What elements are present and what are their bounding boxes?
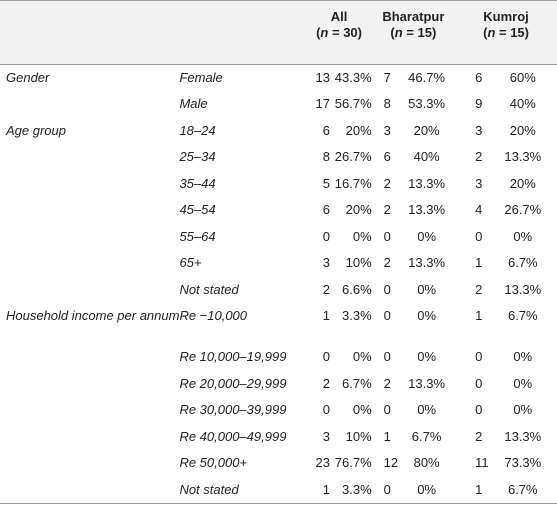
subcategory-cell: Male: [179, 96, 208, 111]
subcategory-cell: 65+: [179, 255, 202, 270]
all-count-cell: 5: [322, 175, 330, 191]
kumroj-percent-cell: 6.7%: [507, 308, 538, 323]
table-row: [0, 144, 557, 171]
bharatpur-count-cell: 12: [383, 455, 399, 470]
bharatpur-count-cell: 2: [383, 375, 391, 391]
header-bharatpur-name: Bharatpur: [382, 9, 445, 24]
all-count-cell: 3: [322, 255, 330, 270]
subcategory-cell: Not stated: [179, 477, 306, 504]
category-cell: [0, 450, 179, 477]
all-percent-cell: 0%: [352, 349, 372, 364]
kumroj-count-cell: 1: [475, 255, 483, 270]
kumroj-percent-cell: 26.7%: [504, 202, 542, 217]
bharatpur-count-cell: 2: [383, 202, 391, 217]
all-count-cell: 0: [322, 228, 330, 244]
bharatpur-percent-cell: 80%: [413, 455, 440, 470]
bharatpur-percent-cell: 0%: [417, 402, 437, 417]
kumroj-count-cell: 3: [475, 122, 483, 138]
table-header: [0, 1, 557, 65]
header-all: [306, 1, 371, 65]
category-cell: Household income per annum: [6, 308, 180, 323]
table-row: [0, 303, 557, 344]
kumroj-percent-cell: 0%: [513, 349, 533, 364]
subcategory-cell: Re −10,000: [179, 308, 248, 323]
kumroj-count-cell: 0: [475, 375, 483, 391]
kumroj-count-cell: 2: [475, 428, 483, 444]
category-cell: [0, 371, 179, 398]
kumroj-percent-cell: 20%: [509, 175, 536, 191]
all-count-cell: 1: [306, 477, 330, 504]
kumroj-percent-cell: 0%: [513, 228, 533, 244]
bharatpur-count-cell: 8: [383, 96, 391, 111]
table-row: [0, 450, 557, 477]
bharatpur-count-cell: 6: [383, 149, 391, 164]
kumroj-count-cell: 9: [475, 96, 483, 111]
all-count-cell: 13: [315, 70, 330, 85]
bharatpur-count-cell: 0: [383, 228, 391, 244]
all-percent-cell: 43.3%: [334, 70, 372, 85]
category-cell: [0, 197, 179, 224]
kumroj-percent-cell: 20%: [509, 122, 536, 138]
bharatpur-percent-cell: 40%: [413, 149, 440, 164]
category-cell: [0, 477, 179, 504]
kumroj-count-cell: 4: [475, 202, 483, 217]
kumroj-count-cell: 1: [475, 308, 483, 323]
subcategory-cell: 55–64: [179, 228, 216, 244]
category-cell: [0, 171, 179, 198]
bharatpur-percent-cell: 6.7%: [411, 428, 442, 444]
all-percent-cell: 20%: [345, 122, 372, 138]
category-cell: Gender: [6, 70, 50, 85]
bharatpur-count-cell: 1: [383, 428, 391, 444]
all-percent-cell: 0%: [352, 228, 372, 244]
kumroj-percent-cell: 60%: [509, 70, 536, 85]
subcategory-cell: 18–24: [179, 122, 216, 138]
kumroj-percent-cell: 73.3%: [504, 455, 542, 470]
subcategory-cell: Re 30,000–39,999: [179, 402, 287, 417]
kumroj-percent-cell: 6.7%: [489, 477, 557, 504]
category-cell: [0, 424, 179, 451]
all-count-cell: 2: [322, 281, 330, 297]
bharatpur-percent-cell: 13.3%: [408, 375, 446, 391]
category-cell: [0, 277, 179, 304]
bharatpur-percent-cell: 0%: [417, 349, 437, 364]
header-kumroj-count-n: n: [487, 25, 496, 40]
category-cell: [0, 91, 179, 118]
header-all-count-prefix: (: [316, 25, 321, 40]
bharatpur-count-cell: 7: [383, 70, 391, 85]
subcategory-cell: Female: [179, 70, 223, 85]
header-bharatpur-count-n: n: [394, 25, 403, 40]
kumroj-count-cell: 1: [455, 477, 489, 504]
all-percent-cell: 10%: [345, 255, 372, 270]
category-cell: Age group: [6, 122, 66, 138]
table-row: [0, 91, 557, 118]
header-bharatpur-count-prefix: (: [390, 25, 395, 40]
kumroj-percent-cell: 13.3%: [504, 428, 542, 444]
bharatpur-count-cell: 2: [383, 255, 391, 270]
bharatpur-count-cell: 0: [383, 402, 391, 417]
subcategory-cell: 45–54: [179, 202, 216, 217]
bharatpur-percent-cell: 46.7%: [408, 70, 446, 85]
all-count-cell: 23: [315, 455, 330, 470]
all-count-cell: 0: [322, 402, 330, 417]
header-all-name: All: [330, 9, 348, 24]
header-kumroj-count-prefix: (: [483, 25, 488, 40]
table-body: [0, 65, 557, 504]
subcategory-cell: Not stated: [179, 281, 239, 297]
table-row: [0, 477, 557, 504]
header-bharatpur: [372, 1, 455, 65]
category-cell: [0, 344, 179, 371]
bharatpur-percent-cell: 0%: [417, 308, 437, 323]
all-percent-cell: 6.7%: [342, 375, 372, 391]
header-kumroj-name: Kumroj: [483, 9, 529, 24]
all-percent-cell: 56.7%: [334, 96, 372, 111]
all-count-cell: 6: [322, 122, 330, 138]
subcategory-cell: Re 10,000–19,999: [179, 349, 287, 364]
table-row: [0, 371, 557, 398]
bharatpur-count-cell: 0: [372, 477, 398, 504]
subcategory-cell: 25–34: [179, 149, 216, 164]
kumroj-percent-cell: 13.3%: [504, 149, 542, 164]
header-kumroj: [455, 1, 557, 65]
kumroj-count-cell: 6: [475, 70, 483, 85]
category-cell: [0, 224, 179, 251]
table-row: [0, 171, 557, 198]
kumroj-count-cell: 0: [475, 349, 483, 364]
bharatpur-count-cell: 2: [383, 175, 391, 191]
table-row: [0, 277, 557, 304]
all-count-cell: 1: [322, 308, 330, 323]
kumroj-count-cell: 0: [475, 228, 483, 244]
category-cell: [0, 250, 179, 277]
header-all-count-suffix: = 30): [328, 25, 362, 40]
header-row: [0, 1, 557, 65]
bharatpur-percent-cell: 53.3%: [408, 96, 446, 111]
header-bharatpur-count: [372, 25, 455, 41]
bharatpur-percent-cell: 20%: [413, 122, 440, 138]
table-row: [0, 250, 557, 277]
all-percent-cell: 0%: [352, 402, 372, 417]
bharatpur-percent-cell: 0%: [398, 477, 455, 504]
all-percent-cell: 20%: [345, 202, 372, 217]
all-count-cell: 3: [322, 428, 330, 444]
table-row: [0, 118, 557, 145]
table-row: [0, 424, 557, 451]
table-row: [0, 197, 557, 224]
header-bharatpur-count-suffix: = 15): [402, 25, 437, 40]
table-row: [0, 397, 557, 424]
subcategory-cell: Re 20,000–29,999: [179, 375, 287, 391]
category-cell: [0, 144, 179, 171]
bharatpur-percent-cell: 13.3%: [408, 202, 446, 217]
kumroj-percent-cell: 6.7%: [507, 255, 538, 270]
header-kumroj-count: [455, 25, 557, 41]
table-row: [0, 224, 557, 251]
all-count-cell: 17: [315, 96, 330, 111]
header-kumroj-count-suffix: = 15): [495, 25, 529, 40]
kumroj-percent-cell: 0%: [513, 402, 533, 417]
bharatpur-percent-cell: 13.3%: [408, 255, 446, 270]
subcategory-cell: 35–44: [179, 175, 216, 191]
kumroj-percent-cell: 40%: [509, 96, 536, 111]
kumroj-percent-cell: 13.3%: [504, 281, 542, 297]
kumroj-count-cell: 11: [475, 455, 489, 470]
bharatpur-count-cell: 0: [383, 308, 391, 323]
kumroj-count-cell: 2: [475, 149, 483, 164]
table-row: [0, 65, 557, 92]
bharatpur-percent-cell: 0%: [417, 281, 437, 297]
bharatpur-count-cell: 0: [383, 349, 391, 364]
kumroj-percent-cell: 0%: [513, 375, 533, 391]
all-count-cell: 0: [322, 349, 330, 364]
kumroj-count-cell: 0: [475, 402, 483, 417]
all-percent-cell: 6.6%: [342, 281, 372, 297]
subcategory-cell: Re 50,000+: [179, 455, 248, 470]
all-percent-cell: 3.3%: [330, 477, 372, 504]
bharatpur-count-cell: 3: [383, 122, 391, 138]
header-all-count: [306, 25, 371, 41]
all-percent-cell: 16.7%: [334, 175, 372, 191]
bharatpur-percent-cell: 0%: [417, 228, 437, 244]
header-blank: [0, 1, 306, 65]
bharatpur-percent-cell: 13.3%: [408, 175, 446, 191]
all-count-cell: 2: [322, 375, 330, 391]
all-percent-cell: 76.7%: [334, 455, 372, 470]
all-count-cell: 8: [322, 149, 330, 164]
all-count-cell: 6: [322, 202, 330, 217]
category-cell: [0, 397, 179, 424]
table-row: [0, 344, 557, 371]
all-percent-cell: 26.7%: [334, 149, 372, 164]
kumroj-count-cell: 2: [475, 281, 483, 297]
kumroj-count-cell: 3: [475, 175, 483, 191]
header-all-count-n: n: [320, 25, 329, 40]
subcategory-cell: Re 40,000–49,999: [179, 428, 287, 444]
bharatpur-count-cell: 0: [383, 281, 391, 297]
all-percent-cell: 10%: [345, 428, 372, 444]
all-percent-cell: 3.3%: [342, 308, 372, 323]
